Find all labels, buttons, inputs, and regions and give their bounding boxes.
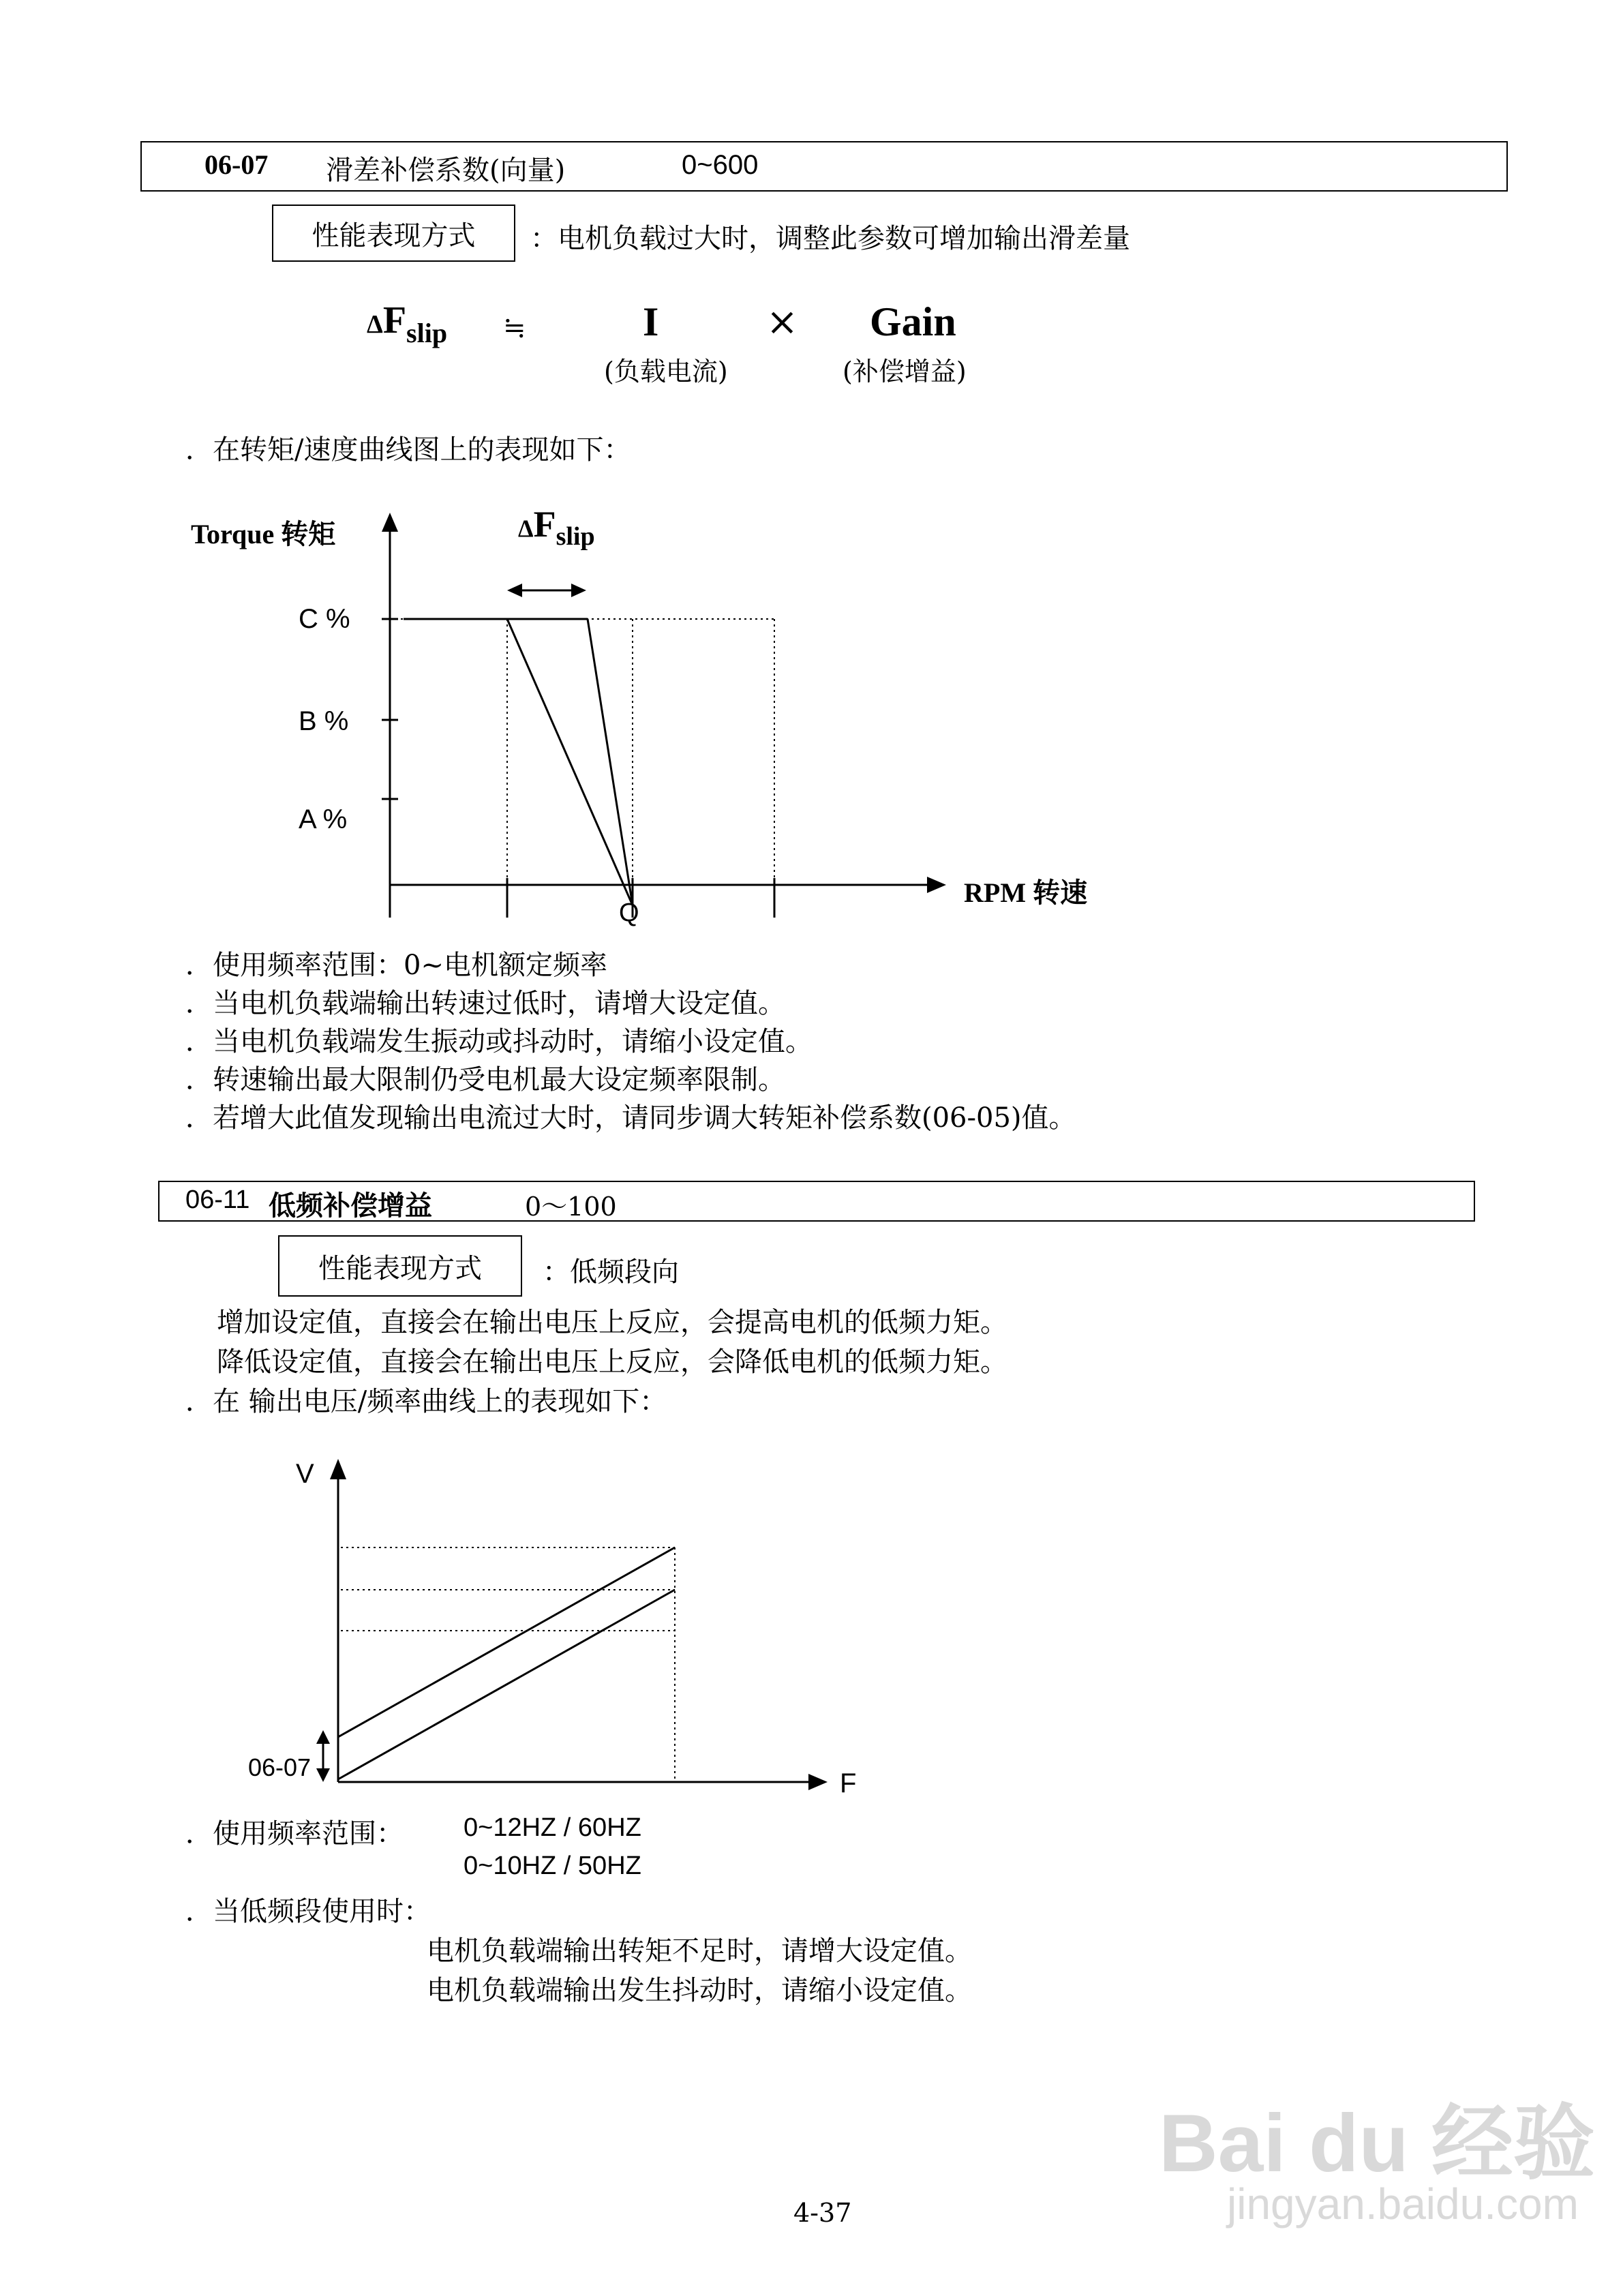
chart1-slip: slip	[556, 522, 595, 551]
formula-gain: Gain	[870, 299, 956, 344]
section1-mode-desc: ：电机负载过大时，调整此参数可增加输出滑差量	[530, 223, 1130, 254]
watermark-url: jingyan.baidu.com	[1227, 2179, 1579, 2229]
chart2-y-label: V	[296, 1459, 314, 1489]
chart2-x-label: F	[840, 1768, 857, 1798]
chart2-offset-label: 06-07	[248, 1753, 312, 1781]
chart1-tick-b: B %	[299, 706, 349, 736]
section2-title: 低频补偿增益	[269, 1191, 432, 1221]
section2-freq-label: ．使用频率范围：	[185, 1818, 404, 1849]
formula-times: ×	[766, 300, 798, 344]
chart2-offset-arrow	[316, 1730, 330, 1782]
section2-mode-desc: ：低频段向	[543, 1256, 679, 1288]
section2-mode-label-text: 性能表现方式	[318, 1252, 482, 1284]
page-number: 4-37	[793, 2198, 852, 2228]
section1-bullet-1: ．使用频率范围：0~电机额定频率	[185, 950, 607, 981]
chart1-origin-q: Q	[619, 898, 639, 927]
chart2-guides	[341, 1547, 675, 1779]
section1-range: 0~600	[682, 150, 759, 180]
chart1-tick-a: A %	[299, 804, 348, 834]
formula-delta: Δ	[367, 310, 383, 339]
section1-curve-intro: ．在转矩/速度曲线图上的表现如下：	[185, 434, 631, 466]
section1-bullet-4: ．转速输出最大限制仍受电机最大设定频率限制。	[185, 1064, 785, 1096]
section1-code: 06-07	[204, 149, 269, 180]
section2-curve-intro: ．在 输出电压/频率曲线上的表现如下：	[185, 1386, 667, 1417]
formula-i: I	[643, 299, 659, 344]
section2-low-freq-label: ．当低频段使用时：	[185, 1896, 431, 1927]
formula-i-caption: (负载电流)	[604, 357, 728, 387]
chart2-curves	[338, 1547, 675, 1779]
watermark-brand: Bai du 经验	[1159, 2098, 1596, 2189]
section2-line-1: 增加设定值，直接会在输出电压上反应，会提高电机的低频力矩。	[217, 1307, 1007, 1338]
chart1-x-label: RPM 转速	[964, 877, 1088, 908]
section1-bullet-2: ．当电机负载端输出转速过低时，请增大设定值。	[185, 988, 785, 1019]
section1-bullet-5: ．若增大此值发现输出电流过大时，请同步调大转矩补偿系数(06-05)值。	[185, 1102, 1076, 1134]
formula-slip: slip	[406, 318, 448, 348]
section2-low-freq-line-1: 电机负载端输出转矩不足时，请增大设定值。	[427, 1935, 972, 1967]
section1-mode-label-text: 性能表现方式	[312, 220, 476, 252]
section1-bullet-3: ．当电机负载端发生振动或抖动时，请缩小设定值。	[185, 1026, 813, 1057]
chart1-f: F	[533, 504, 556, 545]
section2-line-2: 降低设定值，直接会在输出电压上反应，会降低电机的低频力矩。	[217, 1346, 1007, 1378]
chart1-tick-c: C %	[299, 604, 350, 634]
formula-gain-caption: (补偿增益)	[843, 357, 967, 387]
section2-freq-value-1: 0~12HZ / 60HZ	[464, 1813, 641, 1842]
section2-low-freq-line-2: 电机负载端输出发生抖动时，请缩小设定值。	[427, 1975, 972, 2006]
formula-approx: ≒	[503, 312, 526, 344]
chart2-y-arrow	[330, 1459, 346, 1479]
chart1-delta: Δ	[518, 515, 534, 542]
section2-range: 0～100	[525, 1192, 617, 1222]
chart1-y-label: Torque 转矩	[191, 519, 336, 549]
section2-freq-value-2: 0~10HZ / 50HZ	[464, 1852, 641, 1880]
formula-f: F	[382, 299, 407, 342]
chart2-x-arrow	[808, 1774, 828, 1790]
section1-title: 滑差补偿系数(向量)	[326, 155, 566, 186]
section2-code: 06-11	[185, 1185, 250, 1214]
chart2-line-base	[338, 1590, 675, 1779]
chart2-axes	[330, 1459, 828, 1790]
chart2-line-boosted	[338, 1547, 675, 1737]
